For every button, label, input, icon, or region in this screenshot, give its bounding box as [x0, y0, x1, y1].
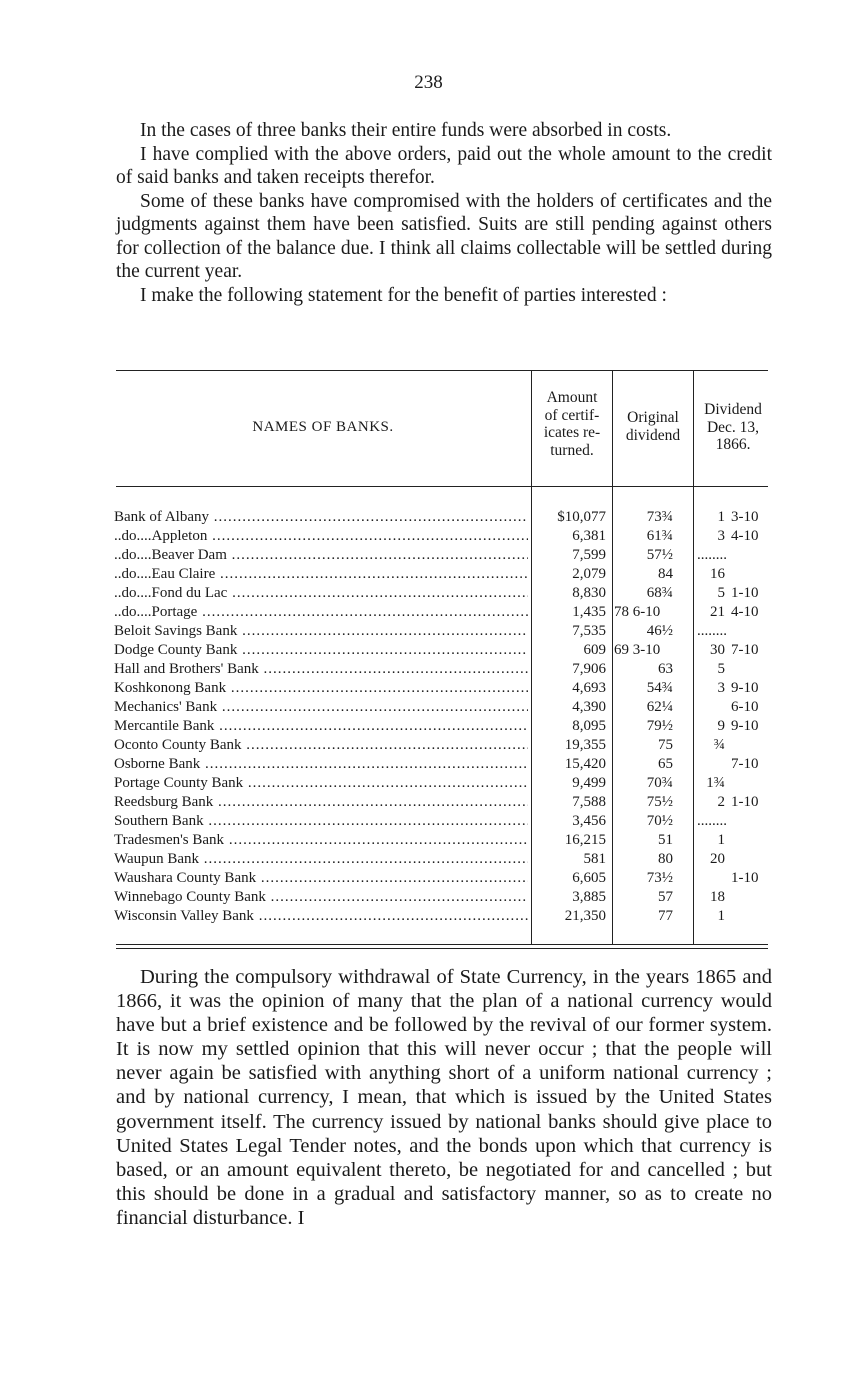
bank-name: Bank of Albany ..... — [114, 508, 528, 527]
table-row — [114, 660, 774, 679]
amount-returned: 6,605 — [572, 870, 606, 886]
dividend-whole: 18 — [710, 889, 725, 905]
amount-returned: 1,435 — [572, 604, 606, 620]
table-row — [114, 508, 774, 527]
bank-name: Tradesmen's Bank ..... — [114, 831, 528, 850]
bank-name: Southern Bank ..... — [114, 812, 528, 831]
intro-paragraph: I have complied with the above orders, paid out the whole amount to the credit of said banks and taken receipts therefor. — [116, 143, 772, 188]
dividend-whole: ........ — [697, 813, 727, 829]
original-dividend-value: 62¼ — [646, 699, 673, 715]
dividend-whole: 3 — [717, 528, 725, 544]
original-dividend-value: 80 — [658, 851, 673, 867]
intro-text — [116, 119, 772, 307]
dividend-whole: 1 — [717, 509, 725, 525]
bank-name: Reedsburg Bank ..... — [114, 793, 528, 812]
original-dividend-value: 77 — [658, 908, 673, 924]
original-dividend-value: 46½ — [646, 623, 673, 639]
closing-text — [116, 965, 772, 1230]
original-dividend-value: 70½ — [646, 813, 673, 829]
dividend-fraction: 4-10 — [731, 528, 759, 544]
amount-returned: $10,077 — [557, 509, 606, 525]
original-dividend-value: 61¾ — [646, 528, 673, 544]
dividend-fraction: 3-10 — [731, 509, 759, 525]
header-names: NAMES OF BANKS. — [252, 419, 394, 435]
dividend-whole: 5 — [717, 585, 725, 601]
dividend-whole: 3 — [717, 680, 725, 696]
closing-paragraph: During the compulsory withdrawal of State Currency, in the years 1865 and 1866, it was the opinion of many that the plan of a national currency would have but a brief existence and be followed by the revival of our former system. It is now my settled opinion that this will never occur ; that the people will never again be satisfied with anything short of a uniform national currency ; and by national currency, I mean, that which is issued by the United States government itself. The currency issued by national banks should give place to United States Legal Tender notes, and the bonds upon which that currency is based, or an amount equivalent thereto, be negotiated for and cancelled ; but this should be done in a gradual and satisfactory manner, so as to create no financial disturbance. I — [116, 966, 772, 1229]
dividend-whole: ........ — [697, 623, 727, 639]
amount-returned: 7,535 — [572, 623, 606, 639]
dividend-fraction: 1-10 — [731, 870, 759, 886]
amount-returned: 21,350 — [564, 908, 606, 924]
original-dividend-value: 73¾ — [646, 509, 673, 525]
dividend-whole: 21 — [710, 604, 725, 620]
table-row — [114, 736, 774, 755]
bank-name: Winnebago County Bank ..... — [114, 888, 528, 907]
table-row — [114, 679, 774, 698]
original-dividend-value: 65 — [658, 756, 673, 772]
bank-name: Wisconsin Valley Bank ..... — [114, 907, 528, 926]
original-dividend-value: 79½ — [646, 718, 673, 734]
table-row — [114, 850, 774, 869]
dividend-whole: ¾ — [713, 737, 725, 753]
amount-returned: 581 — [583, 851, 606, 867]
original-dividend-value: 51 — [658, 832, 673, 848]
table-row — [114, 793, 774, 812]
original-dividend-value: 75½ — [646, 794, 673, 810]
amount-returned: 9,499 — [572, 775, 606, 791]
dividend-fraction: 7-10 — [731, 756, 759, 772]
amount-returned: 7,906 — [572, 661, 606, 677]
intro-paragraph: Some of these banks have compromised with the holders of certificates and the judgments against them have been satisfied. Suits are still pending against others for collection of the balance due. I think all claims collectable will be settled during the current year. — [116, 190, 772, 282]
bank-name: ..do....Eau Claire ..... — [114, 565, 528, 584]
bank-name: Portage County Bank ..... — [114, 774, 528, 793]
table-row — [114, 565, 774, 584]
header-dividend-1866: Dividend Dec. 13, 1866. — [704, 401, 762, 453]
bank-name: ..do....Portage ..... — [114, 603, 528, 622]
original-dividend-value: 57½ — [646, 547, 673, 563]
original-dividend-value: 70¾ — [646, 775, 673, 791]
table-row — [114, 603, 774, 622]
amount-returned: 7,588 — [572, 794, 606, 810]
table-row — [114, 698, 774, 717]
dividend-whole: 2 — [717, 794, 725, 810]
amount-returned: 8,095 — [572, 718, 606, 734]
table-row — [114, 869, 774, 888]
original-dividend-value: 73½ — [646, 870, 673, 886]
table-bottom-rule — [116, 944, 768, 949]
table-row — [114, 907, 774, 926]
header-bottom-rule — [116, 486, 768, 487]
bank-name: ..do....Beaver Dam ..... — [114, 546, 528, 565]
bank-name: Koshkonong Bank ..... — [114, 679, 528, 698]
dividend-whole: 1 — [717, 832, 725, 848]
table-row — [114, 755, 774, 774]
bank-name: ..do....Appleton ..... — [114, 527, 528, 546]
table-row — [114, 641, 774, 660]
page-number: 238 — [414, 72, 443, 93]
original-dividend-value: 63 — [658, 661, 673, 677]
table-row — [114, 831, 774, 850]
dividend-whole: 16 — [710, 566, 725, 582]
table-top-rule — [116, 370, 768, 371]
table-row — [114, 622, 774, 641]
bank-name: Waushara County Bank ..... — [114, 869, 528, 888]
amount-returned: 4,693 — [572, 680, 606, 696]
dividend-whole: 5 — [717, 661, 725, 677]
table-row — [114, 812, 774, 831]
dividend-whole: 1¾ — [706, 775, 725, 791]
table-row — [114, 717, 774, 736]
amount-returned: 15,420 — [564, 756, 606, 772]
original-dividend-value: 57 — [658, 889, 673, 905]
original-dividend-value: 84 — [658, 566, 673, 582]
bank-name: ..do....Fond du Lac ..... — [114, 584, 528, 603]
bank-name: Osborne Bank ..... — [114, 755, 528, 774]
table-row — [114, 888, 774, 907]
original-dividend-mixed: 69 3-10 — [614, 642, 661, 658]
amount-returned: 6,381 — [572, 528, 606, 544]
amount-returned: 2,079 — [572, 566, 606, 582]
dividend-fraction: 7-10 — [731, 642, 759, 658]
bank-name: Beloit Savings Bank ..... — [114, 622, 528, 641]
dividend-fraction: 4-10 — [731, 604, 759, 620]
bank-name: Dodge County Bank ..... — [114, 641, 528, 660]
original-dividend-value: 54¾ — [646, 680, 673, 696]
amount-returned: 16,215 — [564, 832, 606, 848]
dividend-whole: ........ — [697, 547, 727, 563]
original-dividend-value: 75 — [658, 737, 673, 753]
bank-name: Hall and Brothers' Bank ..... — [114, 660, 528, 679]
dividend-whole: 20 — [710, 851, 725, 867]
dividend-fraction: 9-10 — [731, 718, 759, 734]
intro-paragraph: In the cases of three banks their entire funds were absorbed in costs. — [140, 120, 672, 141]
amount-returned: 4,390 — [572, 699, 606, 715]
amount-returned: 3,885 — [572, 889, 606, 905]
table-row — [114, 584, 774, 603]
original-dividend-value: 68¾ — [646, 585, 673, 601]
table-row — [114, 774, 774, 793]
amount-returned: 3,456 — [572, 813, 606, 829]
table-body — [114, 508, 774, 926]
amount-returned: 7,599 — [572, 547, 606, 563]
intro-paragraph: I make the following statement for the benefit of parties interested : — [140, 284, 667, 306]
original-dividend-mixed: 78 6-10 — [614, 604, 661, 620]
amount-returned: 609 — [583, 642, 606, 658]
dividend-fraction: 1-10 — [731, 585, 759, 601]
dividend-fraction: 6-10 — [731, 699, 759, 715]
header-original-dividend: Original dividend — [625, 409, 681, 444]
dividend-whole: 9 — [717, 718, 725, 734]
table-row — [114, 546, 774, 565]
bank-name: Oconto County Bank ..... — [114, 736, 528, 755]
table-row — [114, 527, 774, 546]
bank-name: Mercantile Bank ..... — [114, 717, 528, 736]
amount-returned: 8,830 — [572, 585, 606, 601]
dividend-fraction: 1-10 — [731, 794, 759, 810]
dividend-whole: 30 — [710, 642, 725, 658]
dividend-whole: 1 — [717, 908, 725, 924]
amount-returned: 19,355 — [564, 737, 606, 753]
bank-name: Waupun Bank ..... — [114, 850, 528, 869]
header-amount: Amount of certif- icates re- turned. — [543, 389, 601, 459]
dividend-fraction: 9-10 — [731, 680, 759, 696]
bank-name: Mechanics' Bank ..... — [114, 698, 528, 717]
